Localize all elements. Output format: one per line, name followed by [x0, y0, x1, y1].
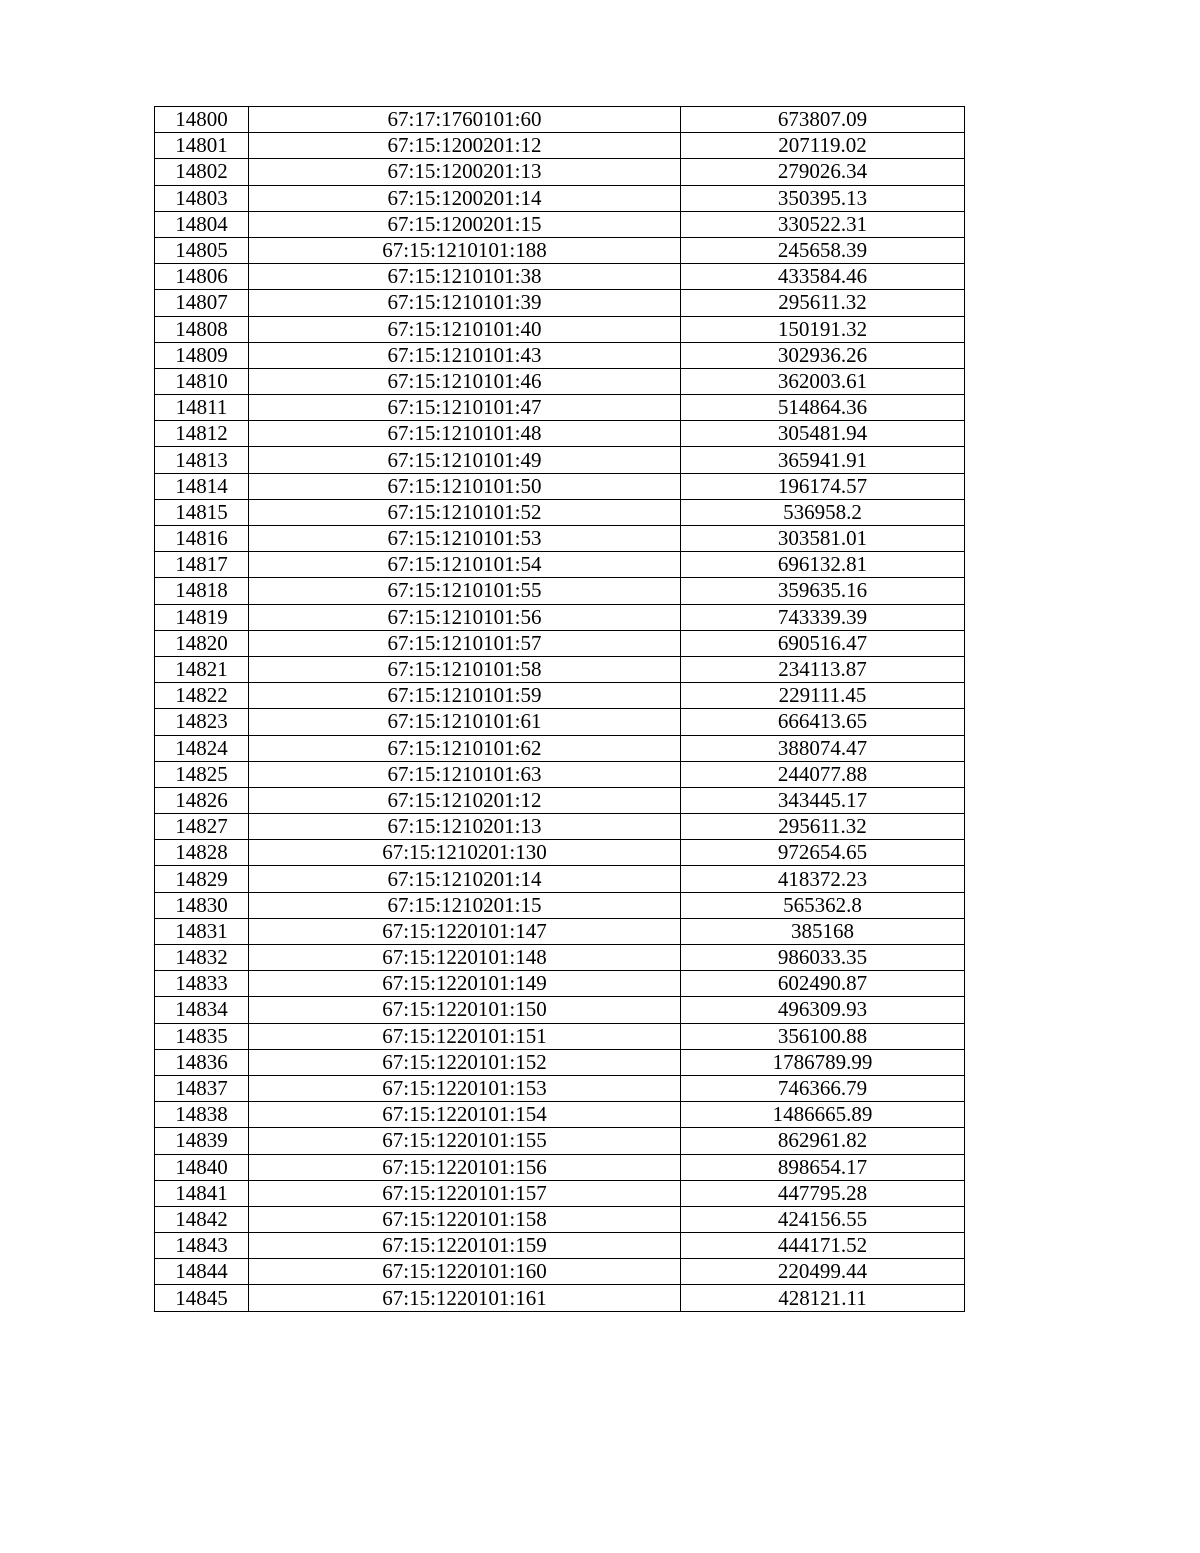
row-number-cell: 14805 [155, 237, 249, 263]
row-number-cell: 14808 [155, 316, 249, 342]
row-number-cell: 14828 [155, 840, 249, 866]
row-number-cell: 14816 [155, 526, 249, 552]
row-number-cell: 14818 [155, 578, 249, 604]
table-row [155, 866, 965, 892]
table-row [155, 107, 965, 133]
data-table [154, 106, 965, 1312]
table-row [155, 1206, 965, 1232]
value-cell: 428121.11 [681, 1285, 965, 1311]
value-cell: 424156.55 [681, 1206, 965, 1232]
row-number-cell: 14806 [155, 264, 249, 290]
value-cell: 743339.39 [681, 604, 965, 630]
cadastral-number-cell: 67:15:1210201:12 [249, 787, 681, 813]
cadastral-number-cell: 67:15:1210101:59 [249, 683, 681, 709]
value-cell: 305481.94 [681, 421, 965, 447]
cadastral-number-cell: 67:15:1210101:40 [249, 316, 681, 342]
cadastral-number-cell: 67:15:1210101:61 [249, 709, 681, 735]
table-row [155, 290, 965, 316]
row-number-cell: 14812 [155, 421, 249, 447]
table-row [155, 1233, 965, 1259]
row-number-cell: 14807 [155, 290, 249, 316]
table-row [155, 735, 965, 761]
value-cell: 150191.32 [681, 316, 965, 342]
table-row [155, 1075, 965, 1101]
table-row [155, 1154, 965, 1180]
cadastral-number-cell: 67:15:1210101:52 [249, 499, 681, 525]
table-row [155, 683, 965, 709]
table-row [155, 342, 965, 368]
cadastral-number-cell: 67:15:1220101:157 [249, 1180, 681, 1206]
row-number-cell: 14841 [155, 1180, 249, 1206]
cadastral-number-cell: 67:15:1220101:149 [249, 971, 681, 997]
value-cell: 602490.87 [681, 971, 965, 997]
row-number-cell: 14838 [155, 1102, 249, 1128]
table-row [155, 1049, 965, 1075]
cadastral-number-cell: 67:15:1220101:151 [249, 1023, 681, 1049]
cadastral-number-cell: 67:15:1210101:63 [249, 761, 681, 787]
value-cell: 536958.2 [681, 499, 965, 525]
value-cell: 447795.28 [681, 1180, 965, 1206]
table-row [155, 264, 965, 290]
cadastral-number-cell: 67:15:1200201:15 [249, 211, 681, 237]
value-cell: 196174.57 [681, 473, 965, 499]
row-number-cell: 14803 [155, 185, 249, 211]
table-row [155, 1285, 965, 1311]
row-number-cell: 14815 [155, 499, 249, 525]
cadastral-number-cell: 67:15:1220101:150 [249, 997, 681, 1023]
value-cell: 444171.52 [681, 1233, 965, 1259]
row-number-cell: 14832 [155, 945, 249, 971]
row-number-cell: 14801 [155, 133, 249, 159]
value-cell: 972654.65 [681, 840, 965, 866]
value-cell: 514864.36 [681, 395, 965, 421]
cadastral-number-cell: 67:15:1220101:154 [249, 1102, 681, 1128]
value-cell: 385168 [681, 918, 965, 944]
value-cell: 673807.09 [681, 107, 965, 133]
cadastral-number-cell: 67:15:1210101:54 [249, 552, 681, 578]
table-row [155, 526, 965, 552]
row-number-cell: 14839 [155, 1128, 249, 1154]
cadastral-number-cell: 67:15:1210101:58 [249, 656, 681, 682]
value-cell: 220499.44 [681, 1259, 965, 1285]
row-number-cell: 14827 [155, 814, 249, 840]
row-number-cell: 14843 [155, 1233, 249, 1259]
table-row [155, 971, 965, 997]
cadastral-number-cell: 67:17:1760101:60 [249, 107, 681, 133]
table-row [155, 1259, 965, 1285]
value-cell: 696132.81 [681, 552, 965, 578]
cadastral-number-cell: 67:15:1210201:14 [249, 866, 681, 892]
table-row [155, 761, 965, 787]
table-row [155, 892, 965, 918]
cadastral-number-cell: 67:15:1210101:188 [249, 237, 681, 263]
table-row [155, 814, 965, 840]
value-cell: 565362.8 [681, 892, 965, 918]
cadastral-number-cell: 67:15:1210101:46 [249, 368, 681, 394]
value-cell: 302936.26 [681, 342, 965, 368]
table-row [155, 1128, 965, 1154]
table-row [155, 473, 965, 499]
value-cell: 295611.32 [681, 290, 965, 316]
cadastral-number-cell: 67:15:1210101:56 [249, 604, 681, 630]
row-number-cell: 14809 [155, 342, 249, 368]
table-row [155, 395, 965, 421]
row-number-cell: 14802 [155, 159, 249, 185]
table-row [155, 604, 965, 630]
value-cell: 690516.47 [681, 630, 965, 656]
cadastral-number-cell: 67:15:1200201:12 [249, 133, 681, 159]
cadastral-number-cell: 67:15:1210101:39 [249, 290, 681, 316]
table-row [155, 368, 965, 394]
row-number-cell: 14825 [155, 761, 249, 787]
value-cell: 330522.31 [681, 211, 965, 237]
row-number-cell: 14817 [155, 552, 249, 578]
value-cell: 898654.17 [681, 1154, 965, 1180]
table-row [155, 630, 965, 656]
table-row [155, 1102, 965, 1128]
value-cell: 666413.65 [681, 709, 965, 735]
row-number-cell: 14840 [155, 1154, 249, 1180]
table-row [155, 997, 965, 1023]
table-row [155, 578, 965, 604]
cadastral-number-cell: 67:15:1210201:13 [249, 814, 681, 840]
table-row [155, 237, 965, 263]
cadastral-number-cell: 67:15:1210201:15 [249, 892, 681, 918]
value-cell: 746366.79 [681, 1075, 965, 1101]
value-cell: 986033.35 [681, 945, 965, 971]
cadastral-number-cell: 67:15:1220101:147 [249, 918, 681, 944]
row-number-cell: 14814 [155, 473, 249, 499]
row-number-cell: 14804 [155, 211, 249, 237]
row-number-cell: 14800 [155, 107, 249, 133]
cadastral-number-cell: 67:15:1220101:159 [249, 1233, 681, 1259]
table-row [155, 656, 965, 682]
value-cell: 362003.61 [681, 368, 965, 394]
row-number-cell: 14829 [155, 866, 249, 892]
value-cell: 350395.13 [681, 185, 965, 211]
value-cell: 343445.17 [681, 787, 965, 813]
cadastral-number-cell: 67:15:1210101:55 [249, 578, 681, 604]
row-number-cell: 14820 [155, 630, 249, 656]
value-cell: 862961.82 [681, 1128, 965, 1154]
table-row [155, 840, 965, 866]
table-row [155, 421, 965, 447]
cadastral-number-cell: 67:15:1210101:53 [249, 526, 681, 552]
value-cell: 234113.87 [681, 656, 965, 682]
row-number-cell: 14833 [155, 971, 249, 997]
table-row [155, 918, 965, 944]
table-row [155, 447, 965, 473]
row-number-cell: 14836 [155, 1049, 249, 1075]
table-body [155, 107, 965, 1312]
cadastral-number-cell: 67:15:1220101:152 [249, 1049, 681, 1075]
table-row [155, 552, 965, 578]
row-number-cell: 14830 [155, 892, 249, 918]
table-row [155, 499, 965, 525]
cadastral-number-cell: 67:15:1220101:158 [249, 1206, 681, 1232]
row-number-cell: 14845 [155, 1285, 249, 1311]
cadastral-number-cell: 67:15:1210101:48 [249, 421, 681, 447]
cadastral-number-cell: 67:15:1210101:38 [249, 264, 681, 290]
cadastral-number-cell: 67:15:1210101:43 [249, 342, 681, 368]
table-row [155, 1180, 965, 1206]
value-cell: 433584.46 [681, 264, 965, 290]
table-row [155, 185, 965, 211]
row-number-cell: 14831 [155, 918, 249, 944]
value-cell: 359635.16 [681, 578, 965, 604]
value-cell: 229111.45 [681, 683, 965, 709]
value-cell: 1786789.99 [681, 1049, 965, 1075]
row-number-cell: 14821 [155, 656, 249, 682]
table-row [155, 133, 965, 159]
value-cell: 279026.34 [681, 159, 965, 185]
row-number-cell: 14819 [155, 604, 249, 630]
table-row [155, 316, 965, 342]
row-number-cell: 14811 [155, 395, 249, 421]
cadastral-number-cell: 67:15:1220101:160 [249, 1259, 681, 1285]
value-cell: 244077.88 [681, 761, 965, 787]
cadastral-number-cell: 67:15:1210101:50 [249, 473, 681, 499]
row-number-cell: 14810 [155, 368, 249, 394]
table-row [155, 945, 965, 971]
value-cell: 1486665.89 [681, 1102, 965, 1128]
cadastral-number-cell: 67:15:1200201:13 [249, 159, 681, 185]
row-number-cell: 14842 [155, 1206, 249, 1232]
cadastral-number-cell: 67:15:1210101:47 [249, 395, 681, 421]
row-number-cell: 14823 [155, 709, 249, 735]
row-number-cell: 14835 [155, 1023, 249, 1049]
value-cell: 207119.02 [681, 133, 965, 159]
table-row [155, 1023, 965, 1049]
value-cell: 356100.88 [681, 1023, 965, 1049]
row-number-cell: 14813 [155, 447, 249, 473]
cadastral-number-cell: 67:15:1220101:156 [249, 1154, 681, 1180]
value-cell: 418372.23 [681, 866, 965, 892]
cadastral-number-cell: 67:15:1200201:14 [249, 185, 681, 211]
cadastral-number-cell: 67:15:1210101:49 [249, 447, 681, 473]
value-cell: 388074.47 [681, 735, 965, 761]
row-number-cell: 14826 [155, 787, 249, 813]
value-cell: 303581.01 [681, 526, 965, 552]
cadastral-number-cell: 67:15:1210101:57 [249, 630, 681, 656]
value-cell: 496309.93 [681, 997, 965, 1023]
cadastral-number-cell: 67:15:1210201:130 [249, 840, 681, 866]
row-number-cell: 14834 [155, 997, 249, 1023]
row-number-cell: 14822 [155, 683, 249, 709]
row-number-cell: 14844 [155, 1259, 249, 1285]
row-number-cell: 14824 [155, 735, 249, 761]
table-row [155, 709, 965, 735]
value-cell: 295611.32 [681, 814, 965, 840]
value-cell: 245658.39 [681, 237, 965, 263]
table-row [155, 787, 965, 813]
row-number-cell: 14837 [155, 1075, 249, 1101]
cadastral-number-cell: 67:15:1220101:161 [249, 1285, 681, 1311]
value-cell: 365941.91 [681, 447, 965, 473]
cadastral-number-cell: 67:15:1220101:153 [249, 1075, 681, 1101]
table-row [155, 211, 965, 237]
cadastral-number-cell: 67:15:1210101:62 [249, 735, 681, 761]
cadastral-number-cell: 67:15:1220101:155 [249, 1128, 681, 1154]
table-row [155, 159, 965, 185]
cadastral-number-cell: 67:15:1220101:148 [249, 945, 681, 971]
